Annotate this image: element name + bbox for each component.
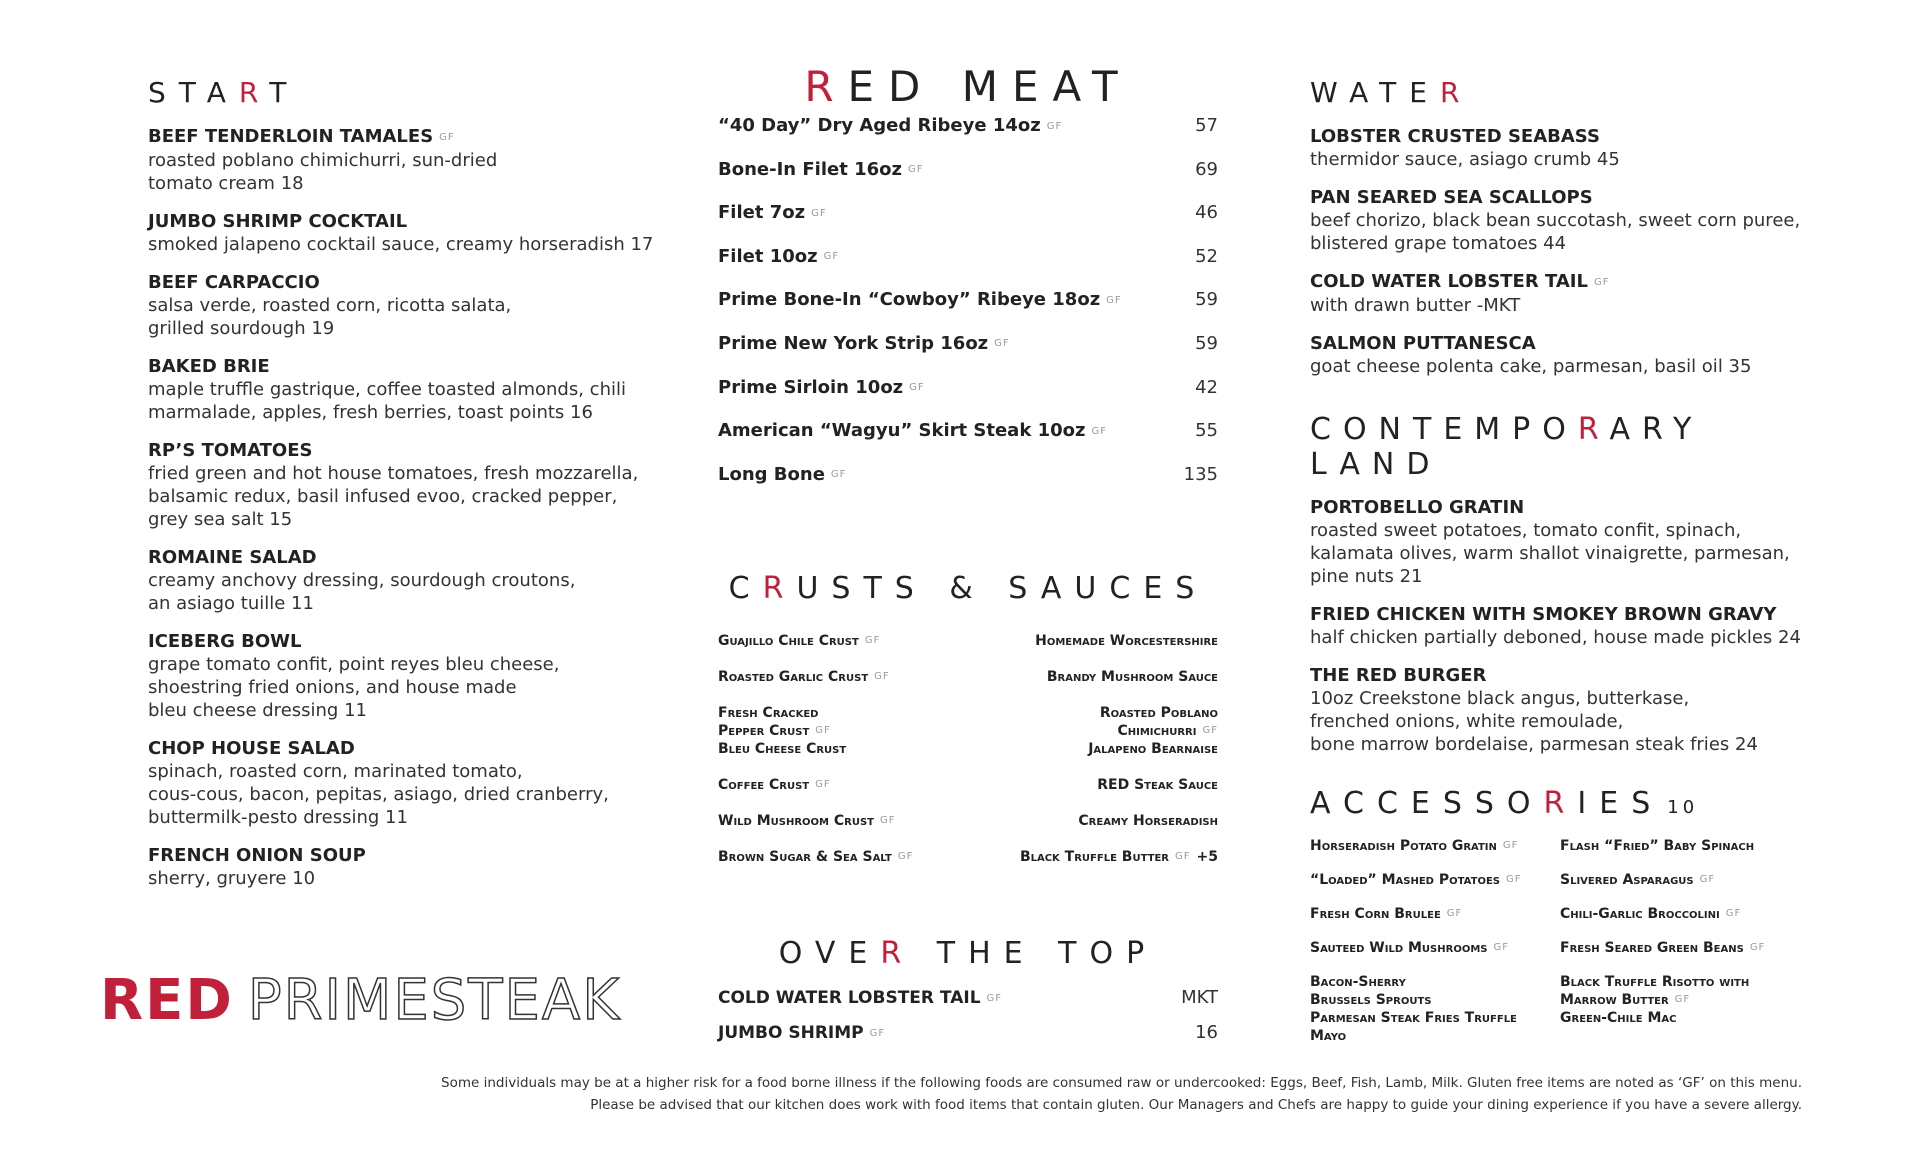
accessory-item-text: Flash “Fried” Baby Spinach bbox=[1560, 837, 1755, 854]
accessory-item-text: Green-Chile Mac bbox=[1560, 1009, 1677, 1026]
sauce-item-text: Creamy Horseradish bbox=[1078, 813, 1218, 830]
middle-column bbox=[718, 0, 1218, 1057]
contemporary-land-list bbox=[1310, 496, 1810, 756]
item-name-text: CHOP HOUSE SALAD bbox=[148, 737, 355, 759]
steak-row bbox=[718, 420, 1218, 464]
crust-item-text: Coffee Crust bbox=[718, 777, 810, 794]
crust-item bbox=[718, 848, 968, 884]
item-description: grape tomato confit, point reyes bleu cheese, shoestring fried onions, and house made bleu cheese dressing 11 bbox=[148, 653, 560, 721]
gluten-free-marker: GF bbox=[823, 251, 840, 263]
item-description: thermidor sauce, asiago crumb 45 bbox=[1310, 149, 1620, 170]
accessory-item-text: Black Truffle Risotto with Marrow Butter bbox=[1560, 973, 1750, 1008]
start-item-list bbox=[148, 125, 678, 890]
sauce-item bbox=[968, 740, 1218, 776]
crusts-sauces-title: CRUSTS & SAUCES bbox=[728, 571, 1208, 607]
steak-name bbox=[718, 246, 839, 267]
crust-item bbox=[718, 632, 968, 668]
accessory-item bbox=[1560, 871, 1810, 905]
item-name bbox=[148, 546, 678, 569]
accessory-item-text: Sauteed Wild Mushrooms bbox=[1310, 939, 1488, 956]
water-item-list bbox=[1310, 125, 1810, 378]
steak-name bbox=[718, 377, 925, 398]
menu-item bbox=[148, 439, 678, 531]
steak-name bbox=[718, 464, 846, 485]
gluten-free-marker: GF bbox=[1106, 294, 1122, 306]
gluten-free-marker: GF bbox=[1091, 425, 1107, 437]
gluten-free-marker: GF bbox=[811, 207, 827, 219]
item-name-text: THE RED BURGER bbox=[1310, 664, 1487, 686]
steak-price: 135 bbox=[1183, 463, 1218, 485]
menu-item bbox=[1310, 125, 1810, 171]
item-name-text: BEEF TENDERLOIN TAMALES bbox=[148, 126, 434, 147]
gluten-free-marker: GF bbox=[1202, 725, 1218, 737]
sauce-item bbox=[968, 668, 1218, 704]
steak-row bbox=[718, 289, 1218, 333]
crusts-sauces-grid bbox=[718, 632, 1218, 884]
sauce-item bbox=[968, 776, 1218, 812]
steak-row bbox=[718, 333, 1218, 377]
item-description: sherry, gruyere 10 bbox=[148, 867, 316, 889]
crust-item-text: Fresh Cracked Pepper Crust bbox=[718, 705, 819, 740]
contemporary-land-title: CONTEMPORARY LAND bbox=[1310, 411, 1704, 482]
item-name-text: RP’S TOMATOES bbox=[148, 439, 313, 461]
over-the-top-name-text: JUMBO SHRIMP bbox=[718, 1023, 864, 1044]
item-name-text: ROMAINE SALAD bbox=[148, 546, 317, 568]
gluten-free-marker: GF bbox=[1175, 851, 1191, 863]
accessories-grid bbox=[1310, 837, 1810, 1045]
item-description: fried green and hot house tomatoes, fresh mozzarella, balsamic redux, basil infused evoo, cracked pepper, grey sea salt 15 bbox=[148, 462, 639, 530]
gluten-free-marker: GF bbox=[874, 671, 890, 683]
gluten-free-marker: GF bbox=[1505, 873, 1522, 885]
crust-item-text: Roasted Garlic Crust bbox=[718, 669, 869, 686]
item-name bbox=[1310, 270, 1810, 294]
crust-item-text: Brown Sugar & Sea Salt bbox=[718, 849, 892, 866]
steak-price: 59 bbox=[1195, 332, 1218, 354]
item-name bbox=[148, 271, 678, 294]
start-column bbox=[148, 0, 678, 905]
logo-red-text: RED bbox=[100, 968, 234, 1033]
steak-name bbox=[718, 159, 923, 180]
gluten-free-marker: GF bbox=[1493, 941, 1509, 953]
item-name-text: JUMBO SHRIMP COCKTAIL bbox=[148, 210, 408, 232]
sauce-item bbox=[968, 812, 1218, 848]
crust-item-text: Wild Mushroom Crust bbox=[718, 813, 874, 830]
water-title: WATER bbox=[1310, 76, 1473, 109]
menu-item bbox=[148, 210, 678, 256]
steak-row bbox=[718, 115, 1218, 159]
gluten-free-marker: GF bbox=[864, 635, 881, 647]
red-primesteak-logo bbox=[100, 968, 621, 1033]
menu-item bbox=[1310, 270, 1810, 317]
disclaimer-line-1: Some individuals may be at a higher risk for a food borne illness if the following foods are consumed raw or undercooked: Eggs, Beef, Fish, Lamb, Milk. Gluten free items are noted as ‘GF’ on this menu. bbox=[441, 1075, 1802, 1091]
steak-row bbox=[718, 377, 1218, 421]
accessory-item-text: “Loaded” Mashed Potatoes bbox=[1310, 871, 1500, 888]
sauce-item-text: Jalapeno Bearnaise bbox=[1088, 741, 1218, 758]
gluten-free-marker: GF bbox=[1046, 120, 1063, 132]
accessory-item bbox=[1560, 837, 1810, 871]
steak-name-text: Prime New York Strip 16oz bbox=[718, 332, 989, 354]
sauce-item-text: Black Truffle Butter bbox=[1019, 849, 1169, 866]
menu-item bbox=[1310, 332, 1810, 378]
red-meat-title: RED MEAT bbox=[804, 62, 1132, 111]
gluten-free-marker: GF bbox=[1725, 907, 1742, 919]
item-description: roasted sweet potatoes, tomato confit, spinach, kalamata olives, warm shallot vinaigrette, parmesan, pine nuts 21 bbox=[1310, 519, 1790, 587]
steak-name-text: Prime Bone-In “Cowboy” Ribeye 18oz bbox=[718, 289, 1101, 311]
accessory-item bbox=[1310, 837, 1560, 871]
steak-row bbox=[718, 159, 1218, 203]
crust-item bbox=[718, 812, 968, 848]
item-name-text: LOBSTER CRUSTED SEABASS bbox=[1310, 126, 1600, 147]
item-description: half chicken partially deboned, house made pickles 24 bbox=[1310, 626, 1801, 648]
menu-item bbox=[148, 546, 678, 615]
gluten-free-marker: GF bbox=[830, 469, 847, 481]
steak-name bbox=[718, 420, 1107, 441]
accessory-item bbox=[1310, 1009, 1560, 1045]
steak-row bbox=[718, 464, 1218, 508]
accessory-item-text: Fresh Seared Green Beans bbox=[1560, 939, 1744, 956]
sauce-upcharge: +5 bbox=[1196, 849, 1218, 866]
item-name bbox=[1310, 603, 1810, 626]
gluten-free-marker: GF bbox=[909, 382, 925, 394]
gluten-free-marker: GF bbox=[815, 779, 831, 791]
item-name-text: PORTOBELLO GRATIN bbox=[1310, 496, 1525, 518]
accessory-item bbox=[1310, 871, 1560, 905]
gluten-free-marker: GF bbox=[879, 815, 896, 827]
over-the-top-row bbox=[718, 1022, 1218, 1057]
steak-name-text: Long Bone bbox=[718, 463, 825, 485]
steak-price: 46 bbox=[1195, 202, 1218, 224]
accessory-item-text: Fresh Corn Brulee bbox=[1310, 905, 1441, 922]
over-the-top-name bbox=[718, 1023, 885, 1043]
sauce-item-text: Brandy Mushroom Sauce bbox=[1046, 669, 1218, 686]
gluten-free-marker: GF bbox=[1593, 276, 1610, 288]
accessory-item bbox=[1560, 973, 1810, 1009]
gluten-free-marker: GF bbox=[986, 992, 1003, 1004]
item-description: creamy anchovy dressing, sourdough croutons, an asiago tuille 11 bbox=[148, 569, 576, 614]
gluten-free-marker: GF bbox=[907, 164, 924, 176]
over-the-top-price: 16 bbox=[1195, 1022, 1218, 1044]
over-the-top-list bbox=[718, 987, 1218, 1057]
crust-item bbox=[718, 704, 968, 740]
steak-name-text: American “Wagyu” Skirt Steak 10oz bbox=[718, 420, 1086, 442]
item-description: roasted poblano chimichurri, sun-dried tomato cream 18 bbox=[148, 149, 498, 194]
item-name-text: FRENCH ONION SOUP bbox=[148, 844, 366, 866]
gluten-free-marker: GF bbox=[1674, 993, 1691, 1005]
steak-name-text: Filet 10oz bbox=[718, 245, 818, 267]
sauce-item-text: Roasted Poblano Chimichurri bbox=[1099, 705, 1218, 740]
over-the-top-price: MKT bbox=[1181, 987, 1218, 1009]
right-column bbox=[1310, 0, 1810, 1045]
item-description: spinach, roasted corn, marinated tomato, cous-cous, bacon, pepitas, asiago, dried cranberry, buttermilk-pesto dressing 11 bbox=[148, 760, 609, 828]
accessories-title: ACCESSORIES 10 bbox=[1310, 785, 1699, 821]
steak-price: 55 bbox=[1195, 420, 1218, 442]
item-name-text: BAKED BRIE bbox=[148, 355, 270, 377]
item-description: with drawn butter -MKT bbox=[1310, 294, 1521, 316]
item-name bbox=[1310, 664, 1810, 687]
item-name bbox=[148, 439, 678, 462]
crust-item-text: Bleu Cheese Crust bbox=[718, 741, 847, 758]
gluten-free-marker: GF bbox=[815, 725, 831, 737]
steak-name bbox=[718, 333, 1010, 354]
item-name bbox=[148, 125, 678, 149]
steak-name-text: “40 Day” Dry Aged Ribeye 14oz bbox=[718, 115, 1041, 136]
accessory-item-text: Horseradish Potato Gratin bbox=[1310, 837, 1497, 854]
item-name bbox=[148, 355, 678, 378]
steak-name-text: Filet 7oz bbox=[718, 202, 806, 224]
menu-item bbox=[148, 355, 678, 424]
gluten-free-marker: GF bbox=[1446, 907, 1463, 919]
accessory-item-text: Parmesan Steak Fries Truffle Mayo bbox=[1310, 1009, 1517, 1044]
accessory-item bbox=[1310, 905, 1560, 939]
item-name-text: COLD WATER LOBSTER TAIL bbox=[1310, 271, 1588, 292]
steak-name bbox=[718, 202, 827, 223]
item-name bbox=[1310, 332, 1810, 355]
sauce-item-text: Homemade Worcestershire bbox=[1035, 633, 1218, 650]
steak-row bbox=[718, 246, 1218, 290]
steak-name bbox=[718, 289, 1122, 310]
crust-item-text: Guajillo Chile Crust bbox=[718, 633, 859, 650]
gluten-free-marker: GF bbox=[1699, 873, 1716, 885]
menu-item bbox=[148, 737, 678, 829]
gluten-free-marker: GF bbox=[994, 338, 1010, 350]
accessory-item bbox=[1310, 939, 1560, 973]
item-description: goat cheese polenta cake, parmesan, basil oil 35 bbox=[1310, 355, 1752, 377]
menu-item bbox=[1310, 664, 1810, 756]
gluten-free-marker: GF bbox=[897, 851, 914, 863]
over-the-top-row bbox=[718, 987, 1218, 1022]
over-the-top-title: OVER THE TOP bbox=[778, 936, 1158, 972]
item-name-text: BEEF CARPACCIO bbox=[148, 271, 320, 293]
menu-item bbox=[1310, 186, 1810, 255]
steak-name-text: Prime Sirloin 10oz bbox=[718, 376, 904, 398]
crust-item bbox=[718, 740, 968, 776]
gluten-free-marker: GF bbox=[1502, 839, 1519, 851]
start-title: START bbox=[148, 76, 300, 109]
over-the-top-name-text: COLD WATER LOBSTER TAIL bbox=[718, 988, 981, 1009]
crust-item bbox=[718, 668, 968, 704]
accessory-item bbox=[1560, 1009, 1810, 1045]
item-name bbox=[148, 844, 678, 867]
item-name-text: PAN SEARED SEA SCALLOPS bbox=[1310, 187, 1593, 208]
sauce-item bbox=[968, 704, 1218, 740]
sauce-item bbox=[968, 632, 1218, 668]
item-name-text: SALMON PUTTANESCA bbox=[1310, 332, 1536, 354]
menu-item bbox=[148, 125, 678, 195]
disclaimer-line-2: Please be advised that our kitchen does work with food items that contain gluten. Our Managers and Chefs are happy to guide your dining experience if you have a severe allergy. bbox=[590, 1097, 1802, 1113]
menu-item bbox=[1310, 496, 1810, 588]
steak-row bbox=[718, 202, 1218, 246]
item-name bbox=[1310, 186, 1810, 209]
item-description: smoked jalapeno cocktail sauce, creamy horseradish 17 bbox=[148, 233, 654, 255]
item-name bbox=[1310, 125, 1810, 148]
menu-item bbox=[1310, 603, 1810, 649]
item-name bbox=[148, 210, 678, 233]
steak-price: 42 bbox=[1195, 376, 1218, 398]
accessories-price: 10 bbox=[1667, 796, 1699, 818]
steak-price: 59 bbox=[1195, 289, 1218, 311]
item-name-text: FRIED CHICKEN WITH SMOKEY BROWN GRAVY bbox=[1310, 603, 1777, 625]
steak-name-text: Bone-In Filet 16oz bbox=[718, 158, 902, 180]
red-meat-list bbox=[718, 115, 1218, 507]
sauce-item-text: RED Steak Sauce bbox=[1097, 777, 1218, 794]
accessory-item-text: Chili-Garlic Broccolini bbox=[1560, 905, 1720, 922]
steak-name bbox=[718, 115, 1062, 136]
logo-primesteak-text: PRIMESTEAK bbox=[247, 968, 621, 1033]
item-description: 10oz Creekstone black angus, butterkase, frenched onions, white remoulade, bone marrow bordelaise, parmesan steak fries 24 bbox=[1310, 687, 1758, 755]
item-description: maple truffle gastrique, coffee toasted almonds, chili marmalade, apples, fresh berries, toast points 16 bbox=[148, 378, 626, 423]
item-name bbox=[148, 737, 678, 760]
steak-price: 57 bbox=[1195, 115, 1218, 136]
over-the-top-name bbox=[718, 988, 1002, 1008]
item-name-text: ICEBERG BOWL bbox=[148, 630, 302, 652]
item-description: salsa verde, roasted corn, ricotta salata, grilled sourdough 19 bbox=[148, 294, 512, 339]
steak-price: 69 bbox=[1195, 158, 1218, 180]
accessory-item-text: Bacon-Sherry Brussels Sprouts bbox=[1310, 973, 1432, 1008]
item-description: beef chorizo, black bean succotash, sweet corn puree, blistered grape tomatoes 44 bbox=[1310, 210, 1801, 254]
crust-item bbox=[718, 776, 968, 812]
menu-item bbox=[148, 844, 678, 890]
accessory-item-text: Slivered Asparagus bbox=[1560, 871, 1694, 888]
accessory-item bbox=[1560, 905, 1810, 939]
menu-item bbox=[148, 630, 678, 722]
item-name bbox=[1310, 496, 1810, 519]
steak-price: 52 bbox=[1195, 245, 1218, 267]
item-name bbox=[148, 630, 678, 653]
sauce-item bbox=[968, 848, 1218, 884]
gluten-free-marker: GF bbox=[1749, 941, 1766, 953]
allergy-disclaimer bbox=[402, 1072, 1802, 1116]
accessory-item bbox=[1310, 973, 1560, 1009]
gluten-free-marker: GF bbox=[869, 1027, 886, 1039]
menu-item bbox=[148, 271, 678, 340]
gluten-free-marker: GF bbox=[439, 131, 455, 143]
accessory-item bbox=[1560, 939, 1810, 973]
